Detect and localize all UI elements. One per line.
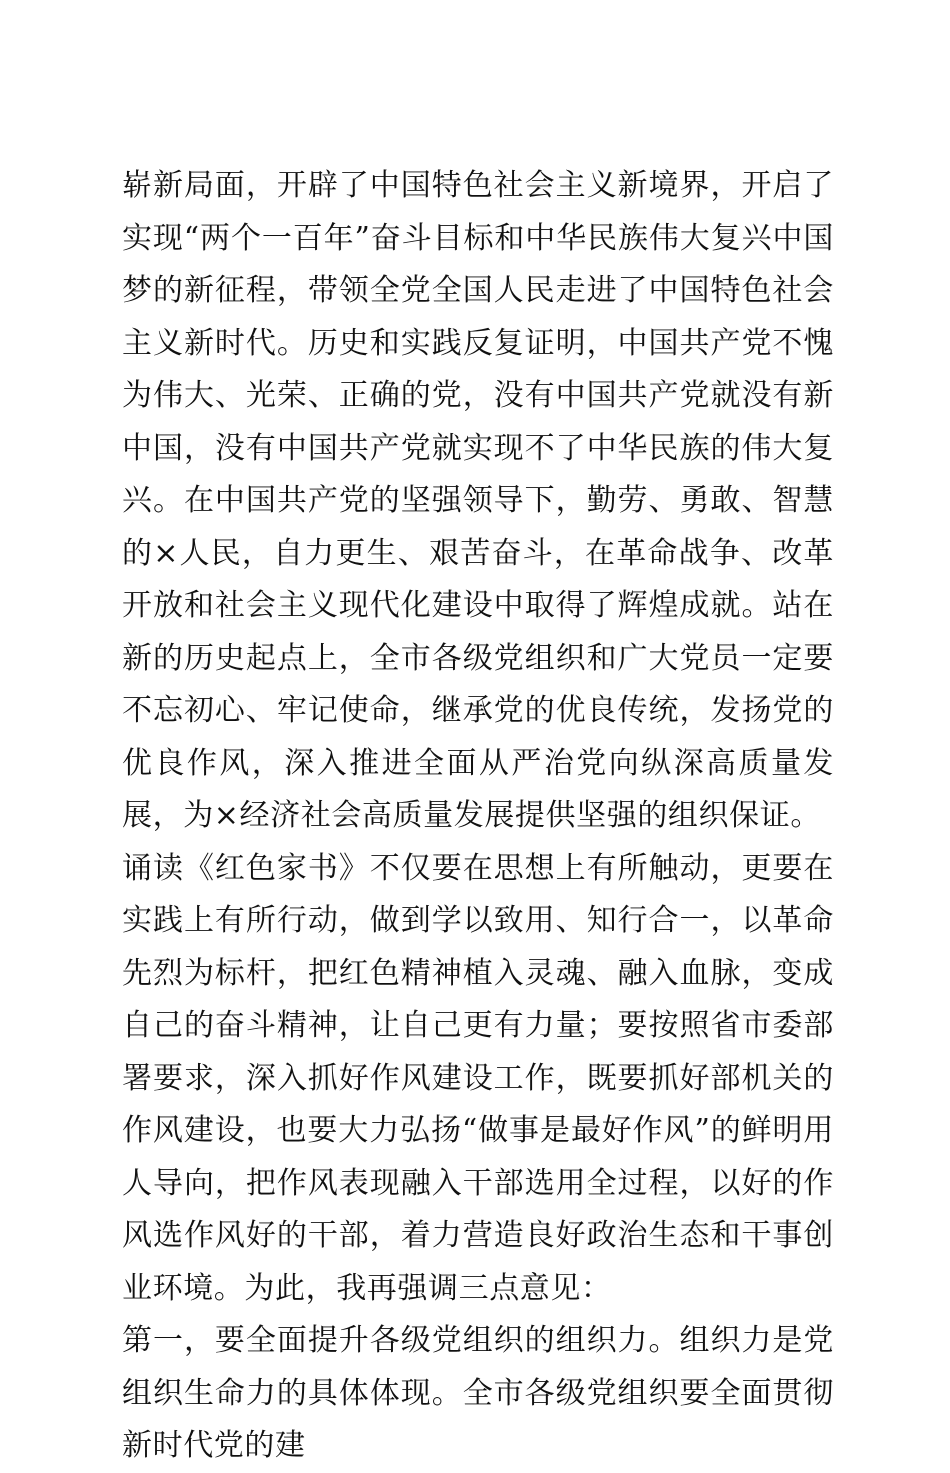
document-body (122, 160, 834, 1473)
paragraph-2: 诵读《红色家书》不仅要在思想上有所触动，更要在实践上有所行动，做到学以致用、知行合一，以革命先烈为标杆，把红色精神植入灵魂、融入血脉，变成自己的奋斗精神，让自己更有力量；要按照省市委部署要求，深入抓好作风建设工作，既要抓好部机关的作风建设，也要大力弘扬“做事是最好作风”的鲜明用人导向，把作风表现融入干部选用全过程，以好的作风选作风好的干部，着力营造良好政治生态和干事创业环境。为此，我再强调三点意见： (122, 850, 834, 1306)
paragraph-3: 第一，要全面提升各级党组织的组织力。组织力是党组织生命力的具体体现。全市各级党组织要全面贯彻新时代党的建 (122, 1323, 834, 1463)
paragraph-1: 崭新局面，开辟了中国特色社会主义新境界，开启了实现“两个一百年”奋斗目标和中华民族伟大复兴中国梦的新征程，带领全党全国人民走进了中国特色社会主义新时代。历史和实践反复证明，中国共产党不愧为伟大、光荣、正确的党，没有中国共产党就没有新中国，没有中国共产党就实现不了中华民族的伟大复兴。在中国共产党的坚强领导下，勤劳、勇敢、智慧的×人民，自力更生、艰苦奋斗，在革命战争、改革开放和社会主义现代化建设中取得了辉煌成就。站在新的历史起点上，全市各级党组织和广大党员一定要不忘初心、牢记使命，继承党的优良传统，发扬党的优良作风，深入推进全面从严治党向纵深高质量发展，为×经济社会高质量发展提供坚强的组织保证。 (122, 168, 834, 833)
